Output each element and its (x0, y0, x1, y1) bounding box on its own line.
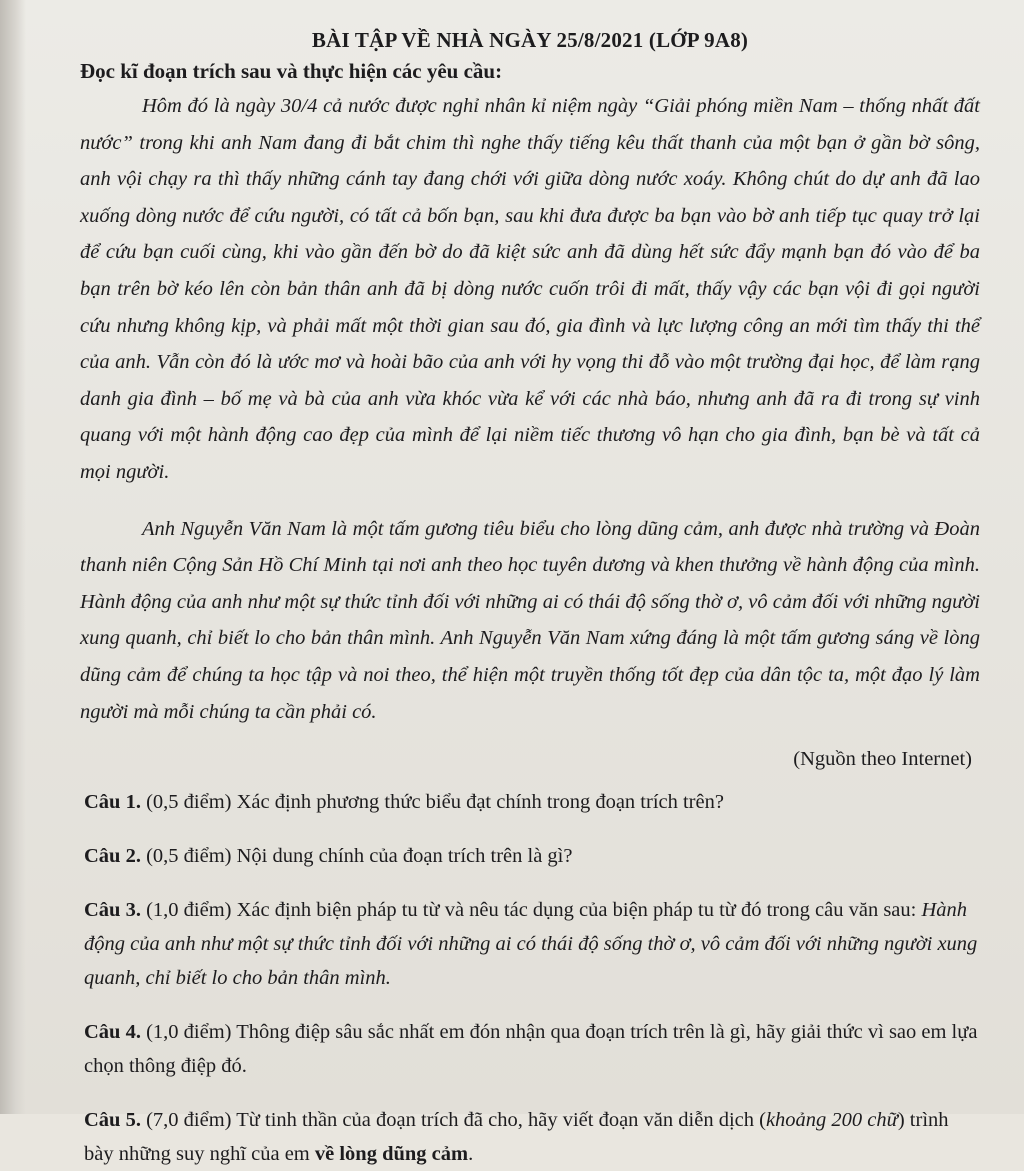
source-note: (Nguồn theo Internet) (793, 748, 972, 771)
passage-paragraph-1: Hôm đó là ngày 30/4 cả nước được nghỉ nhân kỉ niệm ngày “Giải phóng miền Nam – thống nhất đất nước” trong khi anh Nam đang đi bắt chim thì nghe thấy tiếng kêu thất thanh của một bạn ở gần bờ sông, anh vội chạy ra thì thấy những cánh tay đang chới với giữa dòng nước xoáy. Không chút do dự anh đã lao xuống dòng nước để cứu người, có tất cả bốn bạn, sau khi đưa được ba bạn vào bờ anh tiếp tục quay trở lại để cứu bạn cuối cùng, khi vào gần đến bờ do đã kiệt sức anh đã dùng hết sức đẩy mạnh bạn đó vào để ba bạn trên bờ kéo lên còn bản thân anh đã bị dòng nước cuốn trôi đi mất, thấy vậy các bạn vội đi gọi người cứu nhưng không kịp, và phải mất một thời gian sau đó, gia đình và lực lượng công an mới tìm thấy thi thể của anh. Vẫn còn đó là ước mơ và hoài bão của anh với hy vọng thi đỗ vào một trường đại học, để làm rạng danh gia đình – bố mẹ và bà của anh vừa khóc vừa kể với các nhà báo, nhưng anh đã ra đi trong sự vinh quang với một hành động cao đẹp của mình để lại niềm tiếc thương vô hạn cho gia đình, bạn bè và tất cả mọi người. (80, 95, 980, 483)
question-5 (84, 1103, 980, 1171)
question-text: (0,5 điểm) Nội dung chính của đoạn trích trên là gì? (140, 845, 573, 868)
question-label: Câu 4. (84, 1021, 141, 1044)
question-text-middle: ) trình bày những suy nghĩ của em (84, 1109, 949, 1166)
question-text: (7,0 điểm) Từ tinh thần của đoạn trích đã cho, hãy viết đoạn văn diễn dịch ( (140, 1109, 766, 1132)
instruction-heading: Đọc kĩ đoạn trích sau và thực hiện các yêu cầu: (80, 59, 503, 83)
question-quote: Hành động của anh như một sự thức tỉnh đối với những ai có thái độ sống thờ ơ, vô cảm đối với những người xung quanh, chỉ biết lo cho bản thân mình. (84, 899, 978, 990)
question-1 (84, 785, 980, 819)
question-text: (1,0 điểm) Xác định biện pháp tu từ và nêu tác dụng của biện pháp tu từ đó trong câu văn sau: (140, 899, 922, 922)
page-title: BÀI TẬP VỀ NHÀ NGÀY 25/8/2021 (LỚP 9A8) (311, 28, 749, 52)
question-label: Câu 2. (84, 845, 141, 868)
question-label: Câu 1. (84, 791, 141, 814)
question-text: (1,0 điểm) Thông điệp sâu sắc nhất em đón nhận qua đoạn trích trên là gì, hãy giải thức vì sao em lựa chọn thông điệp đó. (84, 1021, 978, 1078)
page-edge-shadow (0, 0, 26, 1114)
question-strong: về lòng dũng cảm (314, 1143, 469, 1166)
question-label: Câu 5. (84, 1109, 141, 1132)
question-4 (84, 1015, 980, 1083)
question-text: (0,5 điểm) Xác định phương thức biểu đạt chính trong đoạn trích trên? (140, 791, 724, 814)
passage-paragraph-2: Anh Nguyễn Văn Nam là một tấm gương tiêu biểu cho lòng dũng cảm, anh được nhà trường và Đoàn thanh niên Cộng Sản Hồ Chí Minh tại nơi anh theo học tuyên dương và khen thưởng về hành động của mình. Hành động của anh như một sự thức tỉnh đối với những ai có thái độ sống thờ ơ, vô cảm đối với những người xung quanh, chỉ biết lo cho bản thân mình. Anh Nguyễn Văn Nam xứng đáng là một tấm gương sáng về lòng dũng cảm để chúng ta học tập và noi theo, thể hiện một truyền thống tốt đẹp của dân tộc ta, một đạo lý làm người mà mỗi chúng ta cần phải có. (80, 517, 980, 723)
question-2 (84, 839, 980, 873)
question-3 (84, 893, 980, 995)
question-emphasis: khoảng 200 chữ (765, 1109, 898, 1132)
question-text-end: . (468, 1143, 474, 1166)
question-label: Câu 3. (84, 899, 141, 922)
passage (80, 88, 980, 730)
